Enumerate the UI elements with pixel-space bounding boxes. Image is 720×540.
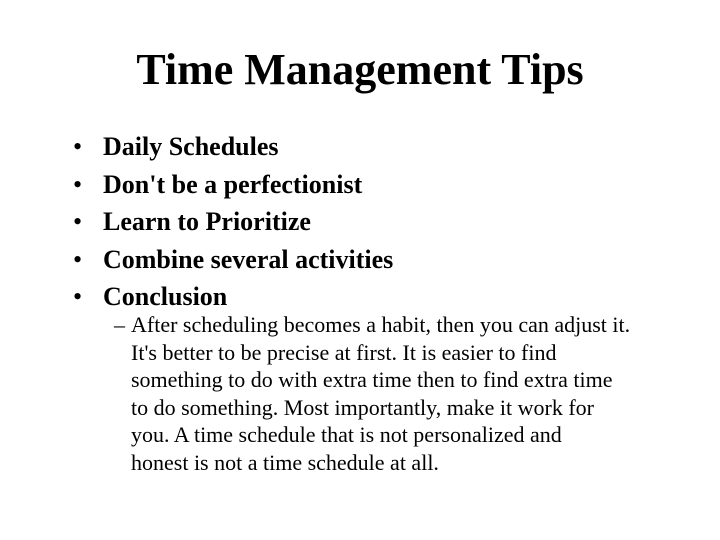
conclusion-sub-bullet [114, 311, 704, 476]
bullet-dot-icon: • [73, 244, 83, 274]
sub-bullet-line: It's better to be precise at first. It is easier to find [131, 339, 557, 365]
bullet-text: Conclusion [103, 282, 228, 311]
bullet-dot-icon: • [73, 169, 83, 199]
sub-bullet-line: something to do with extra time then to find extra time [131, 367, 613, 392]
bullet-dot-icon: • [73, 132, 83, 161]
slide-title: Time Management Tips [136, 45, 584, 94]
sub-bullet-line: to do something. Most importantly, make it work for [131, 394, 594, 420]
bullet-text: Daily Schedules [103, 132, 279, 161]
bullet-list [0, 128, 720, 316]
bullet-item-conclusion [0, 278, 720, 316]
bullet-item-perfectionist [0, 166, 720, 204]
bullet-dot-icon: • [73, 207, 83, 236]
bullet-item-prioritize [0, 203, 720, 241]
bullet-item-daily-schedules [0, 128, 720, 166]
dash-bullet-icon: – [114, 312, 125, 337]
bullet-dot-icon: • [73, 282, 83, 311]
sub-bullet-line: you. A time schedule that is not personalized and [131, 422, 562, 447]
bullet-text: Don't be a perfectionist [103, 169, 363, 199]
bullet-text: Combine several activities [103, 244, 394, 274]
sub-bullet-line: After scheduling becomes a habit, then you can adjust it. [131, 312, 631, 337]
sub-bullet-line: honest is not a time schedule at all. [131, 449, 439, 475]
bullet-text: Learn to Prioritize [103, 207, 311, 236]
bullet-item-combine-activities [0, 241, 720, 279]
